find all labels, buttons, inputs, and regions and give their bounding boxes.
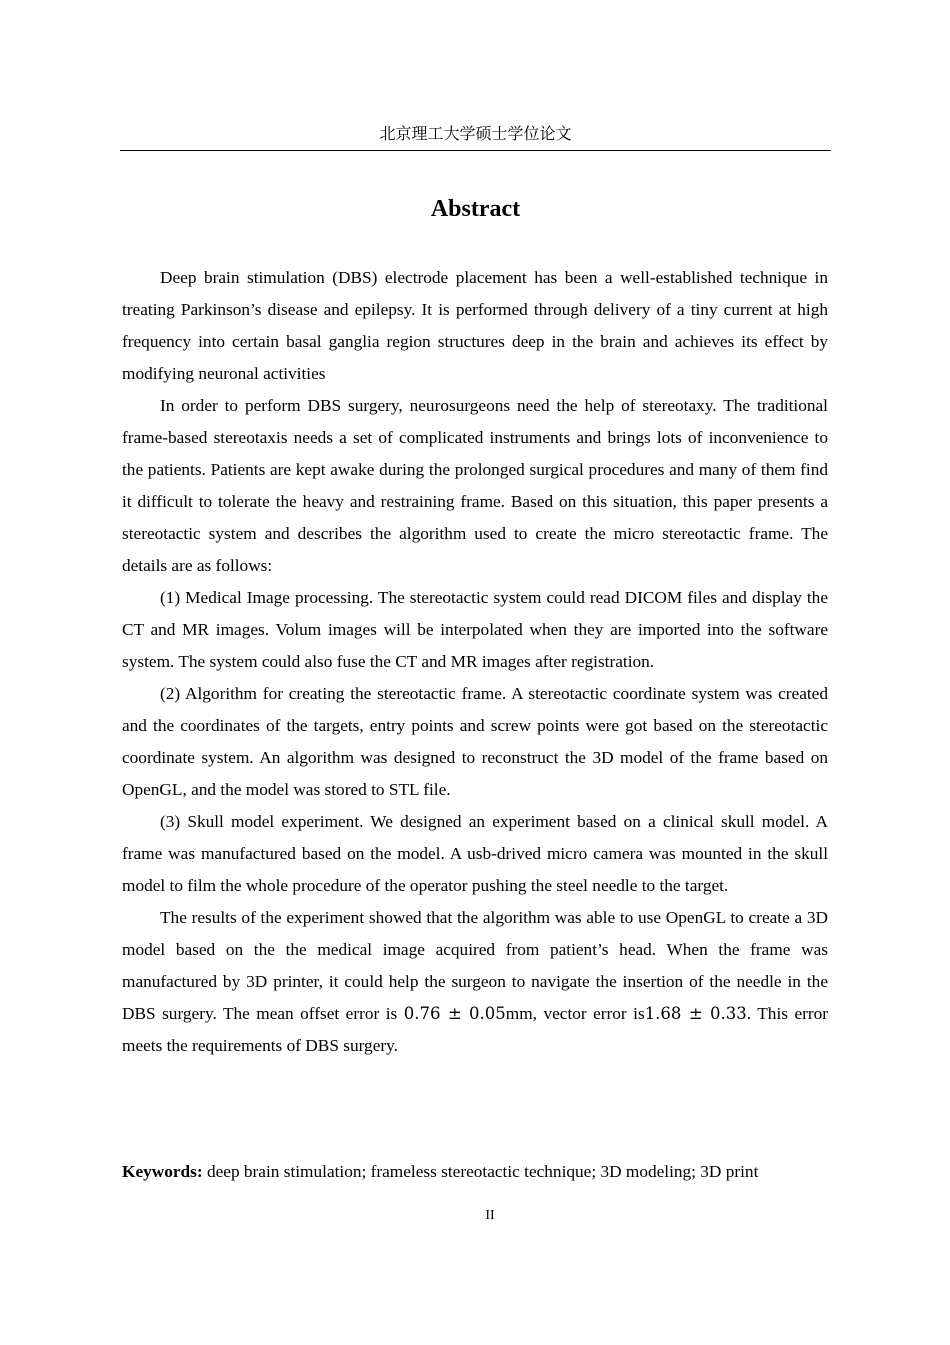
abstract-paragraph-1: Deep brain stimulation (DBS) electrode placement has been a well-established technique in treating Parkinson’s disease and epilepsy. It is performed through delivery of a tiny current at high frequency into certain basal ganglia region structures deep in the brain and achieves its effect by modifying neuronal activities [122, 268, 828, 383]
header-rule [120, 150, 831, 151]
page-number: II [485, 1208, 495, 1223]
abstract-paragraph-2: In order to perform DBS surgery, neurosurgeons need the help of stereotaxy. The traditional frame-based stereotaxis needs a set of complicated instruments and brings lots of inconvenience to the patients. Patients are kept awake during the prolonged surgical procedures and many of them find it difficult to tolerate the heavy and restraining frame. Based on this situation, this paper presents a stereotactic system and describes the algorithm used to create the micro stereotactic frame. The details are as follows: [122, 396, 828, 575]
abstract-paragraph-3: (1) Medical Image processing. The stereotactic system could read DICOM files and display the CT and MR images. Volum images will be interpolated when they are imported into the software system. The system could also fuse the CT and MR images after registration. [122, 588, 828, 671]
offset-error-value: 0.76 ± 0.05 [403, 1004, 506, 1023]
keywords-label: Keywords: [122, 1162, 203, 1181]
keywords-line [122, 1156, 842, 1188]
abstract-body [122, 262, 828, 1062]
abstract-paragraph-4: (2) Algorithm for creating the stereotactic frame. A stereotactic coordinate system was created and the coordinates of the targets, entry points and screw points were got based on the stereotactic coordinate system. An algorithm was designed to reconstruct the 3D model of the frame based on OpenGL, and the model was stored to STL file. [122, 684, 828, 799]
results-text-after: . This error meets the requirements of DBS surgery. [122, 1004, 829, 1055]
results-text-before: The results of the experiment showed that the algorithm was able to use OpenGL to create a 3D model based on the the medical image acquired from patient’s head. When the frame was manufactured by 3D printer, it could help the surgeon to navigate the insertion of the needle in the DBS surgery. The mean offset error is [122, 908, 828, 1023]
abstract-paragraph-results [122, 902, 828, 1062]
results-text-middle: mm, vector error is [505, 1004, 645, 1023]
abstract-paragraph-5: (3) Skull model experiment. We designed an experiment based on a clinical skull model. A frame was manufactured based on the model. A usb-drived micro camera was mounted in the skull model to film the whole procedure of the operator pushing the steel needle to the target. [122, 812, 828, 895]
abstract-title: Abstract [430, 196, 521, 222]
keywords-text: deep brain stimulation; frameless stereotactic technique; 3D modeling; 3D print [202, 1162, 759, 1181]
running-header: 北京理工大学硕士学位论文 [379, 124, 572, 143]
vector-error-value: 1.68 ± 0.33 [644, 1004, 747, 1023]
